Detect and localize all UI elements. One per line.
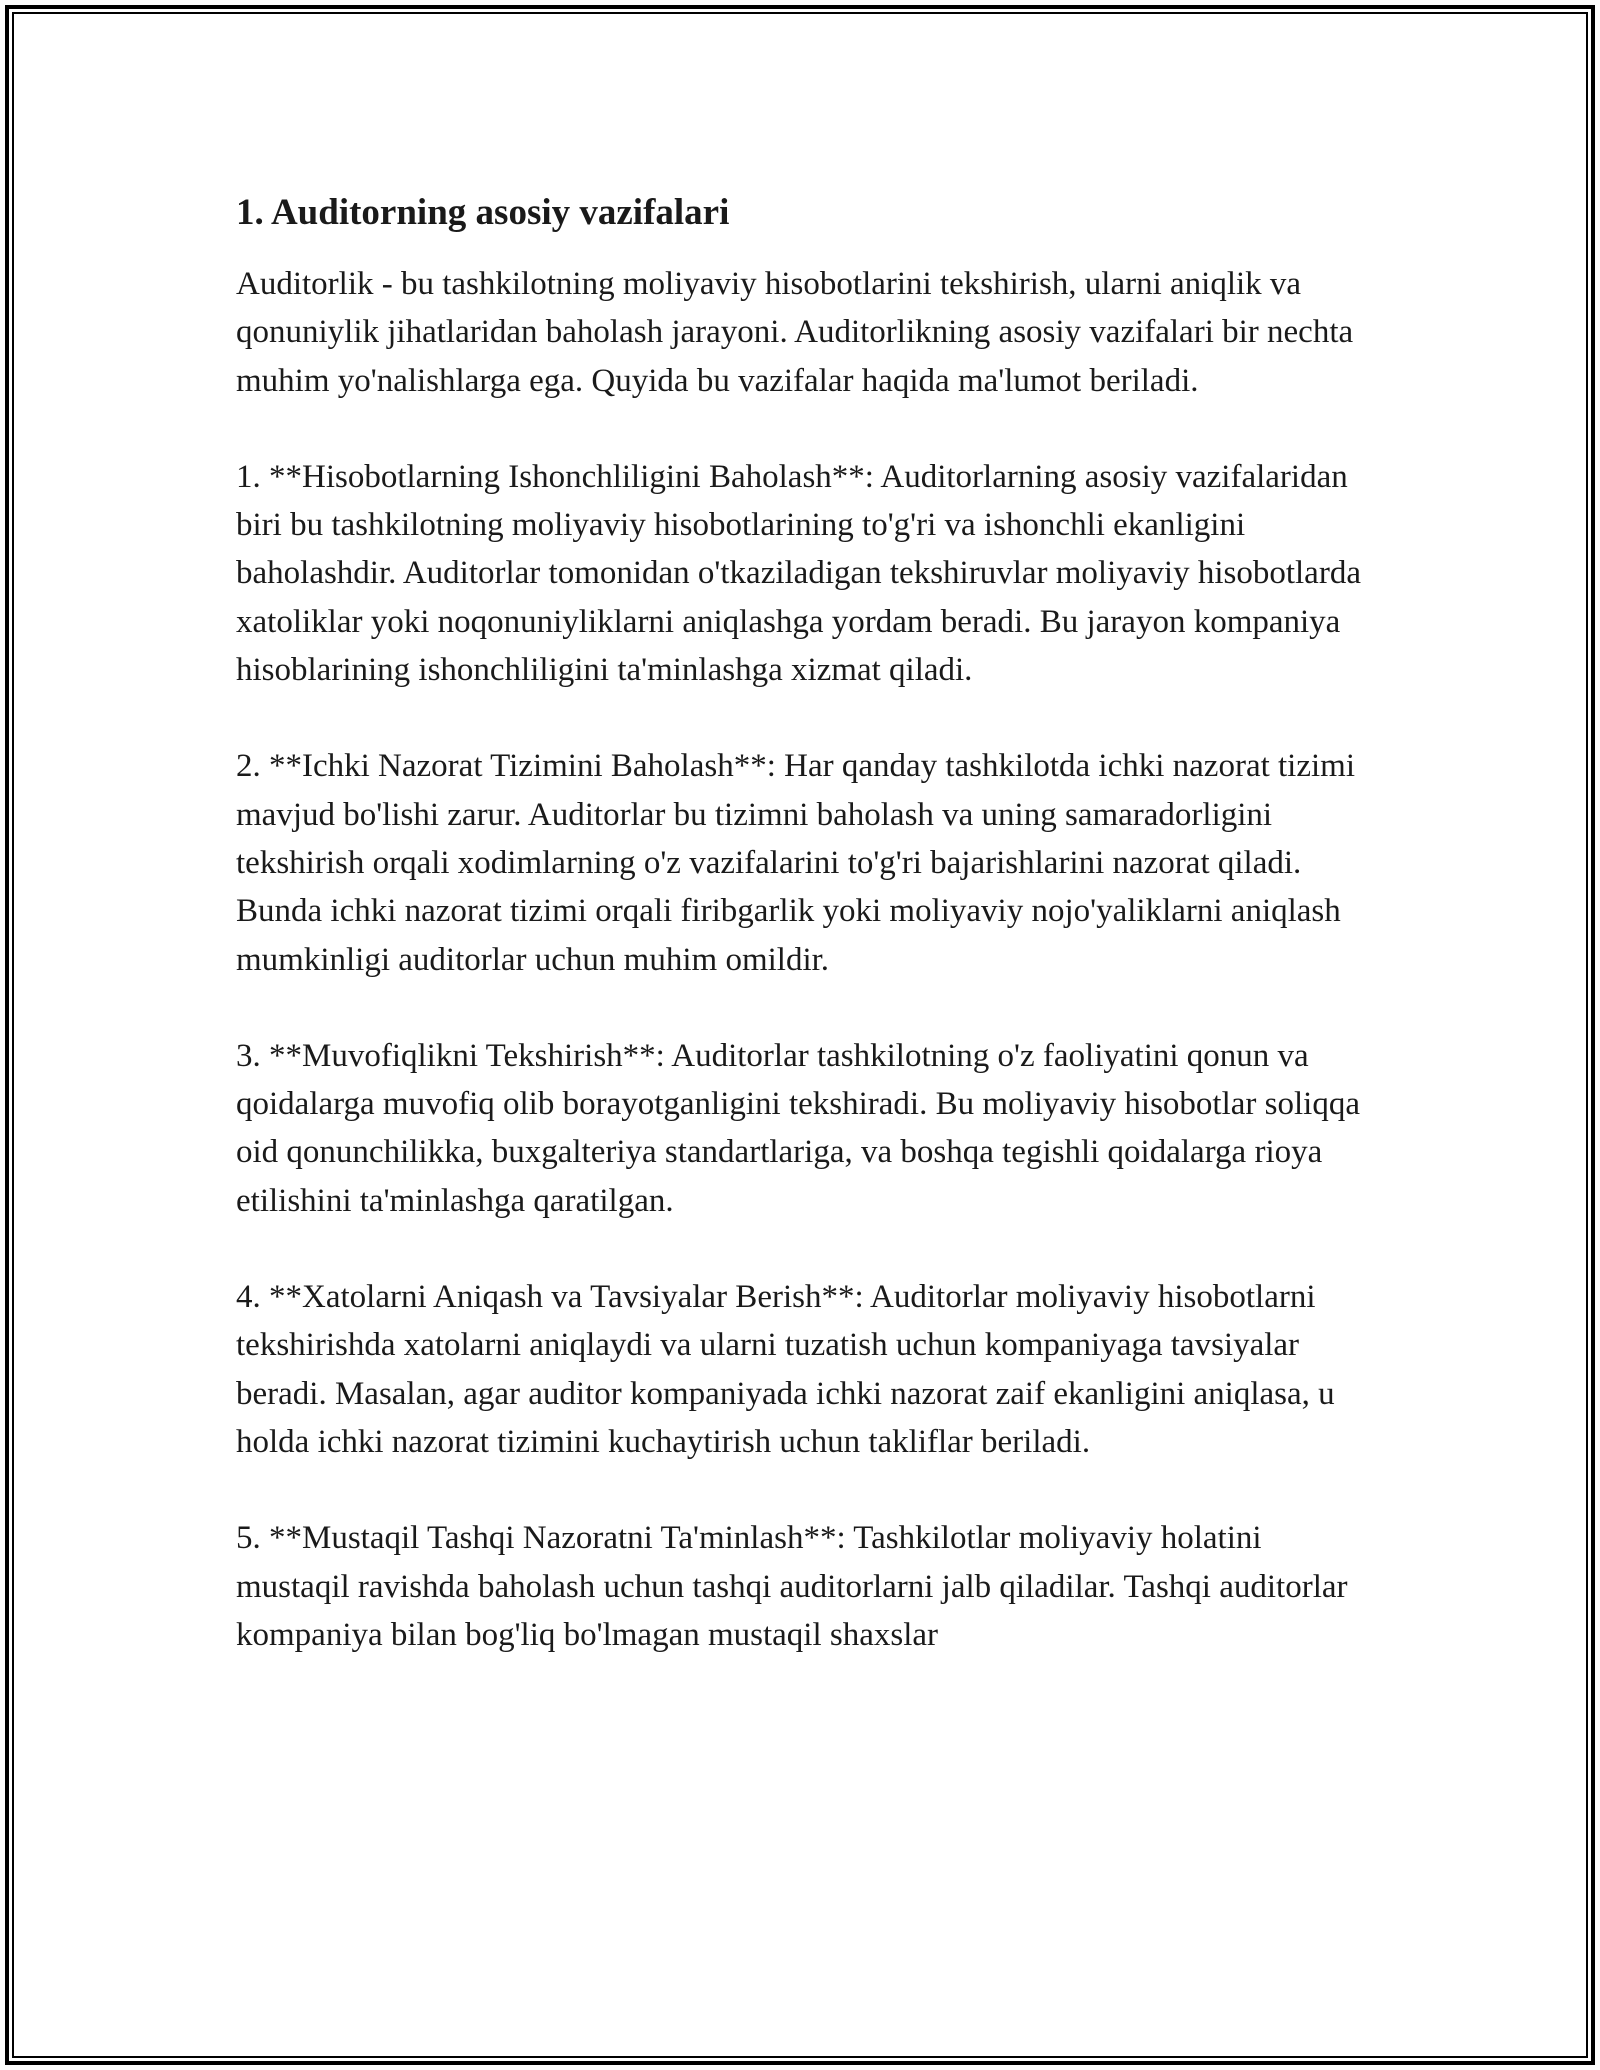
list-item-2: 2. **Ichki Nazorat Tizimini Baholash**: Har qanday tashkilotda ichki nazorat tizimi mavjud bo'lishi zarur. Auditorlar bu tizimni baholash va uning samaradorligini tekshirish orqali xodimlarning o'z vazifalarini to'g'ri bajarishlarini nazorat qiladi. Bunda ichki nazorat tizimi orqali firibgarlik yoki moliyaviy nojo'yaliklarni aniqlash mumkinligi auditorlar uchun muhim omildir. [236,748,1356,978]
list-item-1: 1. **Hisobotlarning Ishonchliligini Baholash**: Auditorlarning asosiy vazifalaridan biri bu tashkilotning moliyaviy hisobotlarining to'g'ri va ishonchli ekanligini baholashdir. Auditorlar tomonidan o'tkaziladigan tekshiruvlar moliyaviy hisobotlarda xatoliklar yoki noqonuniyliklarni aniqlashga yordam beradi. Bu jarayon kompaniya hisoblarining ishonchliligini ta'minlashga xizmat qiladi. [236,458,1361,689]
list-item-3: 3. **Muvofiqlikni Tekshirish**: Auditorlar tashkilotning o'z faoliyatini qonun va qoidalarga muvofiq olib borayotganligini tekshiradi. Bu moliyaviy hisobotlar soliqqa oid qonunchilikka, buxgalteriya standartlariga, va boshqa tegishli qoidalarga rioya etilishini ta'minlashga qaratilgan. [236,1037,1360,1219]
list-item-4: 4. **Xatolarni Aniqash va Tavsiyalar Berish**: Auditorlar moliyaviy hisobotlarni tekshirishda xatolarni aniqlaydi va ularni tuzatish uchun kompaniyaga tavsiyalar beradi. Masalan, agar auditor kompaniyada ichki nazorat zaif ekanligini aniqlasa, u holda ichki nazorat tizimini kuchaytirish uchun takliflar beriladi. [236,1279,1335,1460]
document-body [236,186,1366,1707]
section-heading: 1. Auditorning asosiy vazifalari [236,192,730,233]
intro-paragraph: Auditorlik - bu tashkilotning moliyaviy hisobotlarini tekshirish, ularni aniqlik va qonuniylik jihatlaridan baholash jarayoni. Auditorlikning asosiy vazifalari bir nechta muhim yo'nalishlarga ega. Quyida bu vazifalar haqida ma'lumot beriladi. [236,266,1354,399]
list-item-5: 5. **Mustaqil Tashqi Nazoratni Ta'minlash**: Tashkilotlar moliyaviy holatini mustaqil ravishda baholash uchun tashqi auditorlarni jalb qiladilar. Tashqi auditorlar kompaniya bilan bog'liq bo'lmagan mustaqil shaxslar [236,1520,1348,1653]
